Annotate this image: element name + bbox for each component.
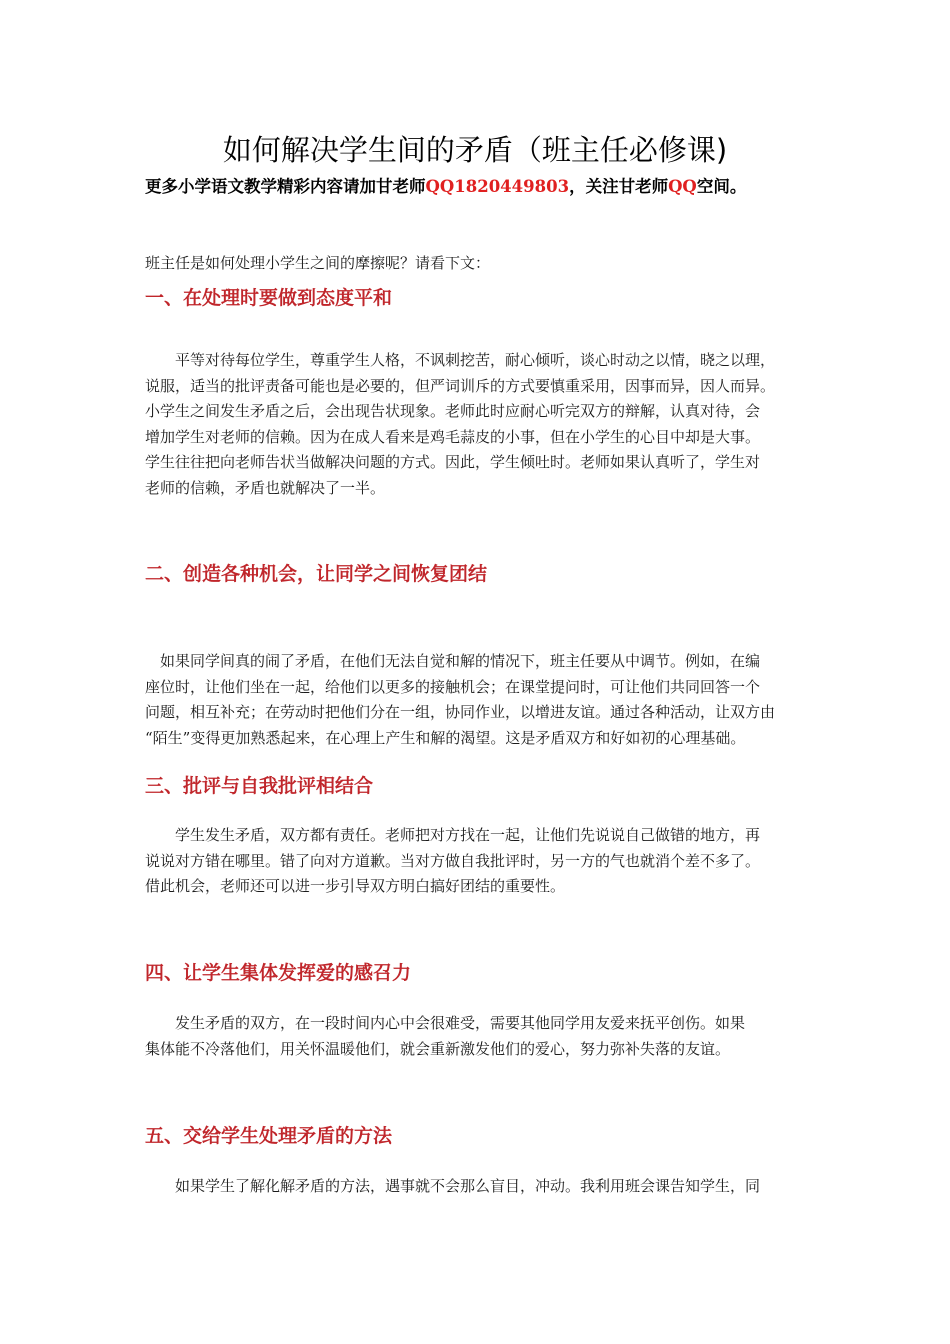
subtitle-text: 更多小学语文教学精彩内容请加甘老师 (145, 177, 426, 196)
paragraph-line: 如果学生了解化解矛盾的方法，遇事就不会那么盲目，冲动。我利用班会课告知学生，同 (145, 1177, 761, 1195)
paragraph-line: 问题，相互补充；在劳动时把他们分在一组，协同作业，以增进友谊。通过各种活动，让双方由 (145, 703, 776, 721)
paragraph-line: 增加学生对老师的信赖。因为在成人看来是鸡毛蒜皮的小事，但在小学生的心目中却是大事。 (145, 427, 761, 446)
section-paragraph-4 (145, 1011, 815, 1062)
document-title: 如何解决学生间的矛盾（班主任必修课) (222, 133, 728, 167)
subtitle-text: 空间。 (696, 177, 747, 196)
document-subtitle (145, 175, 845, 199)
paragraph-line: 座位时，让他们坐在一起，给他们以更多的接触机会；在课堂提问时，可让他们共同回答一个 (145, 677, 761, 696)
paragraph-line: 发生矛盾的双方，在一段时间内心中会很难受，需要其他同学用友爱来抚平创伤。如果 (145, 1014, 746, 1032)
section-heading-5: 五、交给学生处理矛盾的方法 (145, 1125, 393, 1147)
section-heading-3: 三、批评与自我批评相结合 (145, 775, 374, 797)
subtitle-text: ，关注甘老师 (569, 177, 669, 196)
intro-paragraph: 班主任是如何处理小学生之间的摩擦呢？请看下文： (145, 254, 491, 272)
paragraph-line: 老师的信赖，矛盾也就解决了一半。 (145, 478, 386, 497)
section-paragraph-5 (145, 1174, 815, 1200)
paragraph-line: 学生发生矛盾，双方都有责任。老师把对方找在一起，让他们先说说自己做错的地方，再 (145, 826, 761, 844)
qq-number: QQ1820449803 (425, 177, 570, 196)
qq-label: QQ (668, 177, 697, 196)
section-heading-4: 四、让学生集体发挥爱的感召力 (145, 962, 412, 984)
paragraph-line: 学生往往把向老师告状当做解决问题的方式。因此，学生倾吐时。老师如果认真听了，学生对 (145, 453, 761, 471)
section-heading-2: 二、创造各种机会，让同学之间恢复团结 (145, 563, 488, 585)
section-paragraph-3 (145, 823, 815, 900)
section-paragraph-2 (145, 649, 815, 751)
paragraph-line: 如果同学间真的闹了矛盾，在他们无法自觉和解的情况下，班主任要从中调节。例如，在编 (145, 652, 761, 670)
paragraph-line: 借此机会，老师还可以进一步引导双方明白搞好团结的重要性。 (145, 877, 566, 895)
paragraph-line: 集体能不冷落他们，用关怀温暖他们，就会重新激发他们的爱心，努力弥补失落的友谊。 (145, 1039, 731, 1058)
section-heading-1: 一、在处理时要做到态度平和 (145, 287, 393, 309)
paragraph-line: 平等对待每位学生，尊重学生人格，不讽刺挖苦，耐心倾听，谈心时动之以情，晓之以理， (145, 351, 776, 369)
paragraph-line: “陌生”变得更加熟悉起来，在心理上产生和解的渴望。这是矛盾双方和好如初的心理基础。 (145, 728, 746, 747)
paragraph-line: 小学生之间发生矛盾之后，会出现告状现象。老师此时应耐心听完双方的辩解，认真对待，会 (145, 402, 761, 420)
paragraph-line: 说说对方错在哪里。错了向对方道歉。当对方做自我批评时，另一方的气也就消个差不多了。 (145, 851, 761, 870)
paragraph-line: 说服，适当的批评责备可能也是必要的，但严词训斥的方式要慎重采用，因事而异，因人而异。 (145, 376, 776, 395)
section-paragraph-1 (145, 348, 815, 501)
